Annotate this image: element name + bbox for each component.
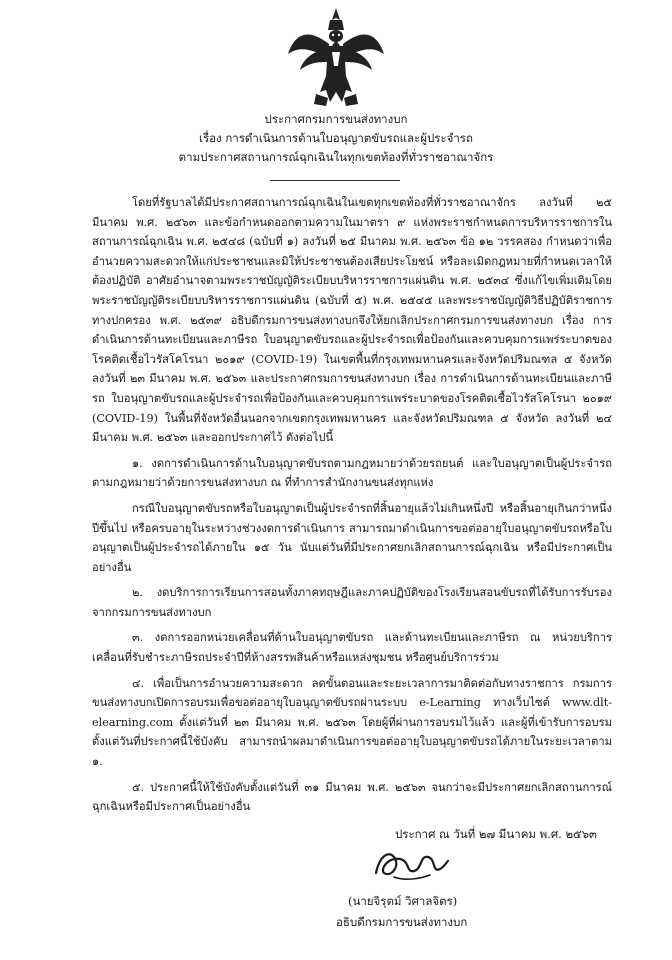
garuda-emblem-icon	[286, 6, 386, 108]
announcement-subject: เรื่อง การดำเนินการด้านใบอนุญาตขับรถและผู้ประจำรถ	[199, 131, 473, 145]
announcement-header	[0, 110, 672, 167]
issuing-organization: ประกาศกรมการขนส่งทางบก	[264, 112, 408, 126]
clause-1-paragraph: ๑. งดการดำเนินการด้านใบอนุญาตขับรถตามกฎหมายว่าด้วยรถยนต์ และใบอนุญาตเป็นผู้ประจำรถตามกฎหมายว่าด้วยการขนส่งทางบก ณ ที่ทำการสำนักงานขนส่งทุกแห่ง	[92, 456, 612, 490]
clause-1-detail-paragraph: กรณีใบอนุญาตขับรถหรือใบอนุญาตเป็นผู้ประจำรถที่สิ้นอายุแล้วไม่เกินหนึ่งปี หรือสิ้นอายุเกินกว่าหนึ่งปีขึ้นไป หรือครบอายุในระหว่างช่วงงดการดำเนินการ สามารถมาดำเนินการขอต่ออายุใบอนุญาตขับรถหรือใบอนุญาตเป็นผู้ประจำรถได้ภายใน ๑๕ วัน นับแต่วันที่มีประกาศยกเลิกสถานการณ์ฉุกเฉิน หรือมีประกาศเป็นอย่างอื่น	[92, 501, 612, 574]
signer-title: อธิบดีกรมการขนส่งทางบก	[336, 915, 468, 929]
clause-5-paragraph: ๕. ประกาศนี้ให้ใช้บังคับตั้งแต่วันที่ ๓๑ มีนาคม พ.ศ. ๒๕๖๓ จนกว่าจะมีประกาศยกเลิกสถานการณ์ฉุกเฉินหรือมีประกาศเป็นอย่างอื่น	[92, 780, 612, 814]
announcement-context: ตามประกาศสถานการณ์ฉุกเฉินในทุกเขตท้องที่ทั่วราชอาณาจักร	[178, 150, 494, 164]
signer-name: (นายจิรุตม์ วิศาลจิตร)	[348, 894, 458, 908]
clause-3-paragraph: ๓. งดการออกหน่วยเคลื่อนที่ด้านใบอนุญาตขับรถ และด้านทะเบียนและภาษีรถ ณ หน่วยบริการเคลื่อนที่รับชำระภาษีรถประจำปีที่ห้างสรรพสินค้าหรือแหล่งชุมชน หรือศูนย์บริการร่วม	[92, 631, 612, 665]
announcement-body	[92, 193, 612, 823]
clause-4-paragraph: ๔. เพื่อเป็นการอำนวยความสะดวก ลดขั้นตอนและระยะเวลาการมาติดต่อกับทางราชการ กรมการขนส่งทางบกเปิดการอบรมเพื่อขอต่ออายุใบอนุญาตขับรถผ่านระบบ e-Learning ทางเว็บไซต์ www.dlt-elearning.com ตั้งแต่วันที่ ๒๓ มีนาคม พ.ศ. ๒๕๖๓ โดยผู้ที่ผ่านการอบรมไว้แล้ว และผู้ที่เข้ารับการอบรมตั้งแต่วันที่ประกาศนี้ใช้บังคับ สามารถนำผลมาดำเนินการขอต่ออายุใบอนุญาตขับรถได้ภายในระยะเวลาตาม ๑.	[92, 676, 612, 769]
announcement-date: ประกาศ ณ วันที่ ๒๗ มีนาคม พ.ศ. ๒๕๖๓	[395, 827, 597, 841]
preamble-paragraph: โดยที่รัฐบาลได้มีประกาศสถานการณ์ฉุกเฉินในเขตทุกเขตท้องที่ทั่วราชอาณาจักร ลงวันที่ ๒๕ มีนาคม พ.ศ. ๒๕๖๓ และข้อกำหนดออกตามความในมาตรา ๙ แห่งพระราชกำหนดการบริหารราชการในสถานการณ์ฉุกเฉิน พ.ศ. ๒๕๔๘ (ฉบับที่ ๑) ลงวันที่ ๒๕ มีนาคม พ.ศ. ๒๕๖๓ ข้อ ๑๒ วรรคสอง กำหนดว่าเพื่ออำนวยความสะดวกให้แก่ประชาชนและมิให้ประชาชนต้องเสียประโยชน์ หรือละเมิดกฎหมายที่กำหนดเวลาให้ต้องปฏิบัติ อาศัยอำนาจตามพระราชบัญญัติระเบียบบริหารราชการแผ่นดิน พ.ศ. ๒๕๓๔ ซึ่งแก้ไขเพิ่มเติมโดยพระราชบัญญัติระเบียบบริหารราชการแผ่นดิน (ฉบับที่ ๕) พ.ศ. ๒๕๔๕ และพระราชบัญญัติวิธีปฏิบัติราชการทางปกครอง พ.ศ. ๒๕๓๙ อธิบดีกรมการขนส่งทางบกจึงให้ยกเลิกประกาศกรมการขนส่งทางบก เรื่อง การดำเนินการด้านทะเบียนและภาษีรถ ใบอนุญาตขับรถและผู้ประจำรถเพื่อป้องกันและควบคุมการแพร่ระบาดของโรคติดเชื้อไวรัสโคโรนา ๒๐๑๙ (COVID-19) ในเขตพื้นที่กรุงเทพมหานครและจังหวัดปริมณฑล ๕ จังหวัด ลงวันที่ ๒๓ มีนาคม พ.ศ. ๒๕๖๓ และประกาศกรมการขนส่งทางบก เรื่อง การดำเนินการด้านทะเบียนและภาษีรถ ใบอนุญาตขับรถและผู้ประจำรถเพื่อป้องกันและควบคุมการแพร่ระบาดของโรคติดเชื้อไวรัสโคโรนา ๒๐๑๙ (COVID-19) ในพื้นที่จังหวัดอื่นนอกจากเขตกรุงเทพมหานคร และจังหวัดปริมณฑล ๕ จังหวัด ลงวันที่ ๒๔ มีนาคม พ.ศ. ๒๕๖๓ และออกประกาศไว้ ดังต่อไปนี้	[92, 196, 612, 445]
clause-2-paragraph: ๒. งดบริการการเรียนการสอนทั้งภาคทฤษฎีและภาคปฏิบัติของโรงเรียนสอนขับรถที่ได้รับการรับรองจากกรมการขนส่งทางบก	[92, 586, 612, 619]
signature-icon	[370, 843, 450, 885]
header-divider	[270, 180, 400, 181]
